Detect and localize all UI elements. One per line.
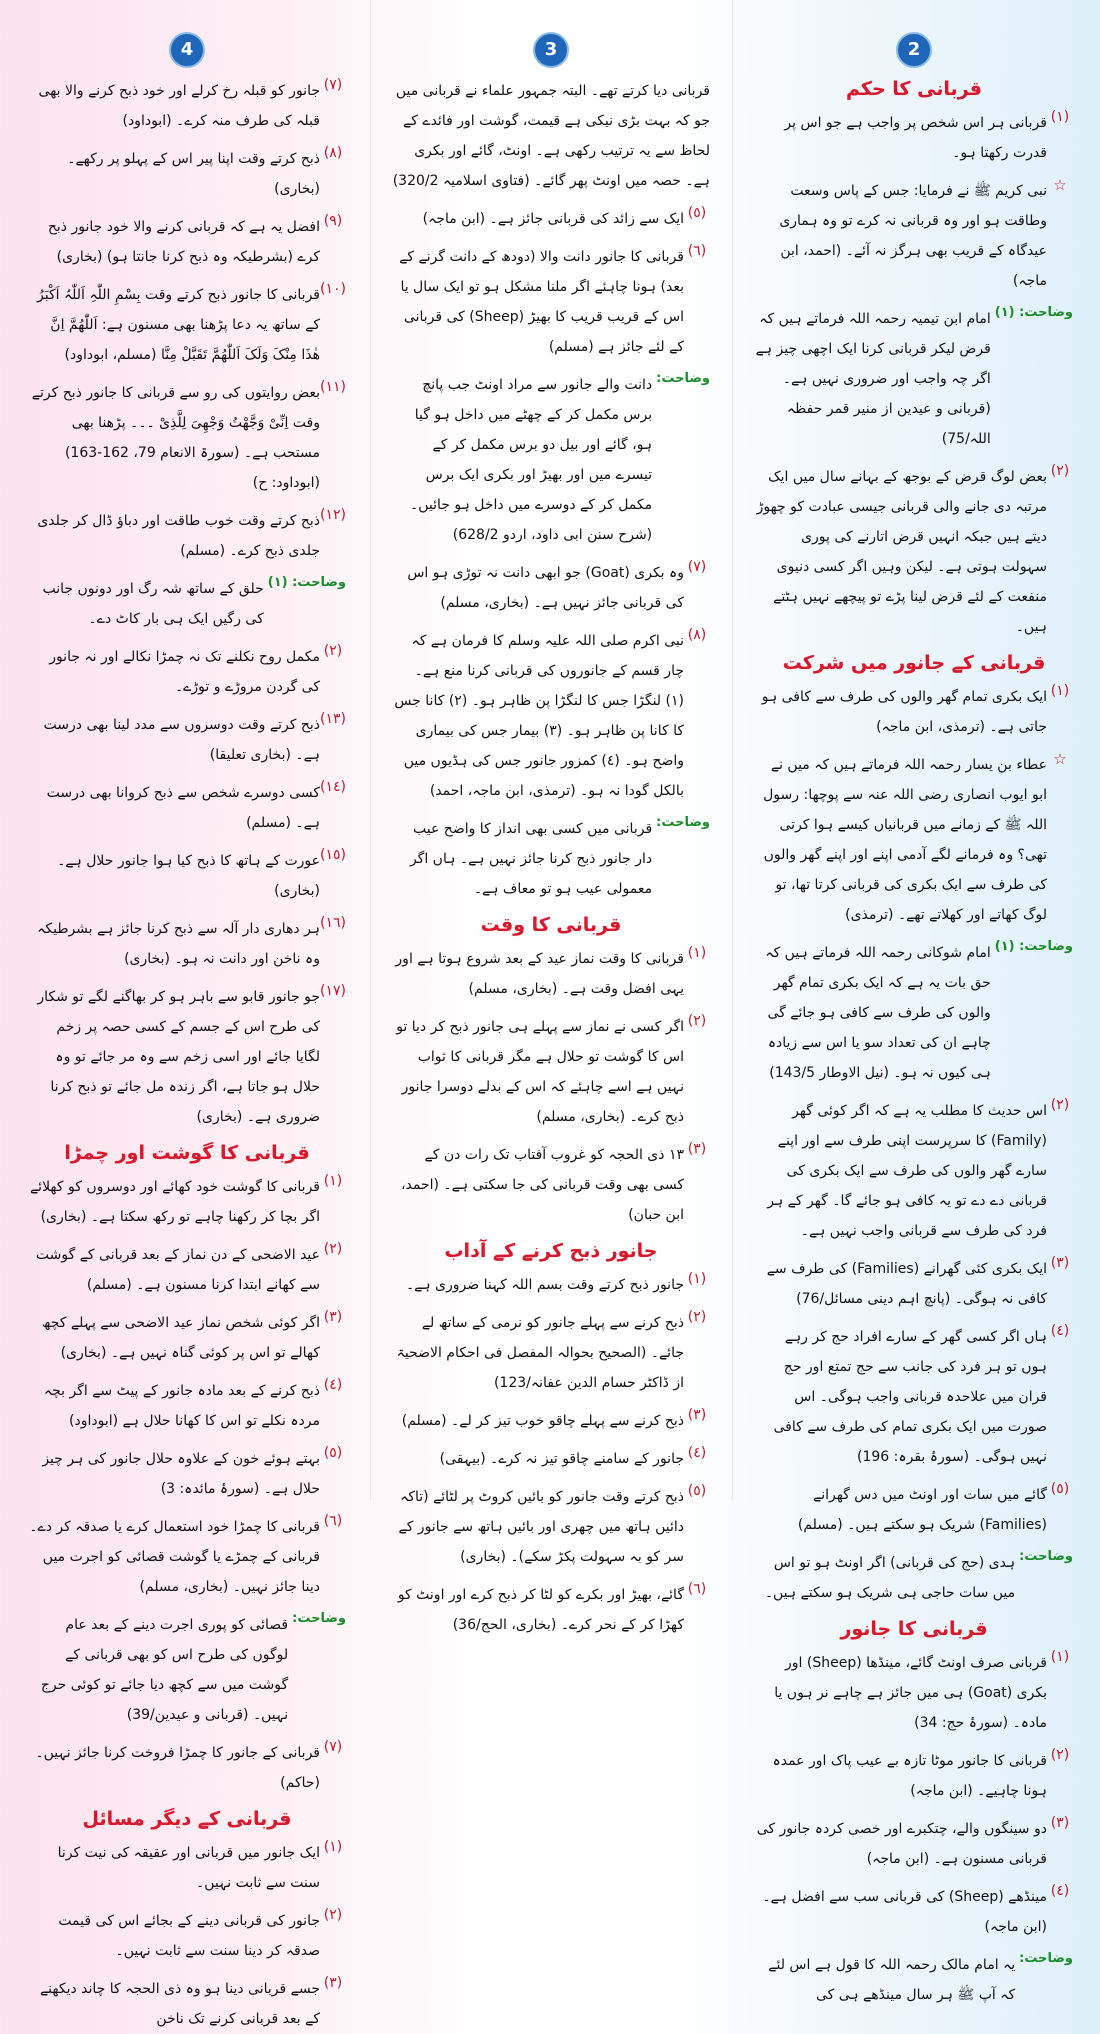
item-text: ایک جانور میں قربانی اور عقیقہ کی نیت کرنا سنت سے ثابت نہیں۔ — [57, 1845, 320, 1891]
item-text: قربانی ہر اس شخص پر واجب ہے جو اس پر قدرت رکھتا ہو۔ — [784, 115, 1047, 161]
section-heading-janwar: قربانی کا جانور — [840, 1618, 988, 1640]
list-item — [28, 1974, 346, 2034]
item-number: (٥) — [687, 1483, 707, 1499]
list-item — [28, 1172, 346, 1232]
column-divider-left — [370, 0, 371, 1500]
item-number: (٢) — [1050, 463, 1070, 479]
list-item — [392, 1482, 710, 1572]
item-text: عید الاضحی کے دن نماز کے بعد قربانی کے گوشت سے کھانے ابتدا کرنا مسنون ہے۔ (مسلم) — [35, 1247, 320, 1293]
column-divider-right — [732, 0, 733, 1500]
list-item — [755, 1096, 1073, 1246]
item-number: (٧) — [687, 559, 707, 575]
item-number: (٥) — [1050, 1481, 1070, 1497]
list-item — [28, 1376, 346, 1436]
explanation-label: وضاحت: — [656, 815, 710, 830]
list-item — [392, 558, 710, 618]
item-text: ذبح کرنے کے بعد مادہ جانور کے پیٹ سے اگر بچہ مردہ نکلے تو اس کا کھانا حلال ہے (ابوداود) — [43, 1383, 320, 1429]
item-number: (١) — [1050, 109, 1070, 125]
page-3-column — [392, 28, 710, 1633]
item-text: قربانی کا گوشت خود کھائے اور دوسروں کو کھلائے اگر بچا کر رکھنا چاہے تو رکھ سکتا ہے۔ (بخاری) — [29, 1179, 320, 1225]
list-item — [392, 1140, 710, 1230]
explanation-label: وضاحت: (١) — [994, 305, 1073, 320]
item-number: (٤) — [1050, 1883, 1070, 1899]
list-item — [28, 846, 346, 906]
item-number: (١) — [323, 1173, 343, 1189]
item-number: (٤) — [323, 1377, 343, 1393]
item-number: (١) — [1050, 1649, 1070, 1665]
list-item — [755, 176, 1073, 296]
item-number: (٢) — [323, 1241, 343, 1257]
item-text: ایک سے زائد کی قربانی جائز ہے۔ (ابن ماجہ) — [422, 211, 684, 227]
list-item — [28, 778, 346, 838]
item-text: ہر دھاری دار آلہ سے ذبح کرنا جائز ہے بشرطیکہ وہ ناخن اور دانت نہ ہو۔ (بخاری) — [37, 921, 320, 967]
item-text: بعض لوگ قرض کے بوجھ کے بہانے سال میں ایک مرتبہ دی جانے والی قربانی جیسی عبادت کو چھوڑ دیتے ہیں جبکہ انہیں قرض اتارنے کی پوری سہولت ہوتی ہے۔ لیکن وہیں اگر کسی دنیوی منفعت کے لئے قرض لینا پڑے تو پیچھے نہیں ہٹتے ہیں۔ — [756, 469, 1047, 635]
item-text: نبی اکرم صلی اللہ علیہ وسلم کا فرمان ہے کہ چار قسم کے جانوروں کی قربانی کرنا منع ہے۔ (١) لنگڑا جس کا لنگڑا پن ظاہر ہو۔ (٢) کانا جس کا کانا پن ظاہر ہو۔ (٣) بیمار جس کی بیماری واضح ہو۔ (٤) کمزور جانور جس کی ہڈیوں میں بالکل گودا نہ ہو۔ (ترمذی، ابن ماجہ، احمد) — [394, 633, 684, 799]
item-text: ذبح کرتے وقت اپنا پیر اس کے پہلو پر رکھے۔ (بخاری) — [67, 151, 320, 197]
section-heading-waqt: قربانی کا وقت — [480, 914, 622, 936]
adaab-cont-list — [28, 76, 346, 1132]
item-number: (٧) — [323, 77, 343, 93]
list-item — [755, 1648, 1073, 1738]
waqt-list — [392, 944, 710, 1230]
item-number: (١٦) — [320, 915, 346, 931]
list-item — [28, 212, 346, 272]
item-number: (٣) — [1050, 1255, 1070, 1271]
item-number: (٢) — [687, 1013, 707, 1029]
item-number: (١) — [1050, 683, 1070, 699]
item-text: مینڈھے (Sheep) کی قربانی سب سے افضل ہے۔ (ابن ماجہ) — [762, 1889, 1047, 1935]
list-item — [392, 626, 710, 806]
explanation-label: وضاحت: — [1019, 1549, 1073, 1564]
list-item — [392, 1270, 710, 1300]
item-text: ذبح کرنے سے پہلے چاقو خوب تیز کر لے۔ (مسلم) — [401, 1413, 684, 1429]
list-item — [755, 1950, 1073, 2010]
list-item — [392, 1308, 710, 1398]
item-number: (١٢) — [320, 507, 346, 523]
item-number: (٧) — [323, 1739, 343, 1755]
item-text: ۱۳ ذی الحجہ کو غروب آفتاب تک رات دن کے کسی بھی وقت قربانی کی جا سکتی ہے۔ (احمد، ابن حبان) — [401, 1147, 684, 1223]
list-item — [392, 204, 710, 234]
item-text: امام ابن تیمیہ رحمہ اللہ فرماتے ہیں کہ قرض لیکر قربانی کرنا ایک اچھی چیز ہے اگر چہ واجب اور ضروری نہیں ہے۔ (قربانی و عیدین از منیر قمر حفظہ اللہ/75) — [755, 311, 991, 447]
hukm-list — [755, 108, 1073, 642]
list-item — [392, 1012, 710, 1132]
list-item — [755, 304, 1073, 454]
item-text: عطاء بن یسار رحمہ اللہ فرماتے ہیں کہ میں نے ابو ایوب انصاری رضی اللہ عنہ سے پوچھا: رسول اللہ ﷺ کے زمانے میں قربانیاں کیسے ہوا کرتی تھی؟ وہ فرمانے لگے آدمی اپنے اور اپنے گھر والوں کی طرف سے ایک بکری کی قربانی کرتا تھا، تو لوگ کھاتے اور کھلاتے تھے۔ (ترمذی) — [763, 757, 1047, 923]
item-number: (٤) — [1050, 1323, 1070, 1339]
section-heading-hukm: قربانی کا حکم — [846, 78, 982, 100]
list-item — [755, 1882, 1073, 1942]
item-text: حلق کے ساتھ شہ رگ اور دونوں جانب کی رگیں ایک ہی بار کاٹ دے۔ — [42, 581, 264, 627]
section-heading-adaab: جانور ذبح کرنے کے آداب — [444, 1240, 658, 1262]
item-text: ایک بکری کئی گھرانے (Families) کی طرف سے کافی نہ ہوگی۔ (پانچ اہم دینی مسائل/76) — [766, 1261, 1047, 1307]
list-item — [755, 108, 1073, 168]
list-item — [28, 914, 346, 974]
item-text: قربانی کا جانور موٹا تازہ بے عیب پاک اور عمدہ ہونا چاہیے۔ (ابن ماجہ) — [772, 1753, 1047, 1799]
page-number-badge: 4 — [169, 32, 205, 68]
list-item — [755, 1480, 1073, 1540]
item-text: ایک بکری تمام گھر والوں کی طرف سے کافی ہو جاتی ہے۔ (ترمذی، ابن ماجہ) — [761, 689, 1047, 735]
item-text: گائے، بھیڑ اور بکرے کو لٹا کر ذبح کرے اور اونٹ کو کھڑا کر کے نحر کرے۔ (بخاری، الحج/36) — [397, 1587, 684, 1633]
list-item — [755, 938, 1073, 1088]
item-number: (٣) — [323, 1309, 343, 1325]
item-text: نبی کریم ﷺ نے فرمایا: جس کے پاس وسعت وطاقت ہو اور وہ قربانی نہ کرے تو وہ ہماری عیدگاہ کے قریب بھی ہرگز نہ آئے۔ (احمد، ابن ماجہ) — [779, 183, 1047, 289]
explanation-label: وضاحت: — [1019, 1951, 1073, 1966]
page-2-column — [755, 28, 1073, 2003]
star-icon: ☆ — [1053, 750, 1067, 768]
list-item — [28, 1512, 346, 1602]
item-text: جو جانور قابو سے باہر ہو کر بھاگنے لگے تو شکار کی طرح اس کے جسم کے کسی حصہ پر زخم لگایا جائے اور اسی زخم سے وہ مر جائے تو وہ حلال ہو جاتا ہے، اگر زندہ مل جائے تو ذبح کرنا ضروری ہے۔ (بخاری) — [37, 989, 320, 1125]
item-text: جانور کی قربانی دینے کے بجائے اس کی قیمت صدقہ کر دینا سنت سے ثابت نہیں۔ — [58, 1913, 320, 1959]
item-text: ذبح کرتے وقت دوسروں سے مدد لینا بھی درست ہے۔ (بخاری تعلیقا) — [43, 717, 320, 763]
item-number: (٢) — [1050, 1097, 1070, 1113]
item-text: افضل یہ ہے کہ قربانی کرنے والا خود جانور ذبح کرے (بشرطیکہ وہ ذبح کرنا جانتا ہو) (بخاری) — [47, 219, 320, 265]
list-item — [755, 1254, 1073, 1314]
intro-paragraph — [392, 76, 710, 196]
item-number: (٢) — [323, 1907, 343, 1923]
item-text: قربانی کے جانور کا چمڑا فروخت کرنا جائز نہیں۔ (حاکم) — [35, 1745, 320, 1791]
list-item — [392, 1406, 710, 1436]
item-text: گائے میں سات اور اونٹ میں دس گھرانے (Families) شریک ہو سکتے ہیں۔ (مسلم) — [797, 1487, 1047, 1533]
section-heading-gosht: قربانی کا گوشت اور چمڑا — [64, 1142, 310, 1164]
item-number: (٦) — [687, 243, 707, 259]
list-item — [392, 944, 710, 1004]
list-item — [392, 370, 710, 550]
item-number: (٥) — [687, 205, 707, 221]
gosht-list — [28, 1172, 346, 1798]
janwar-list — [755, 1648, 1073, 2010]
shirkat-list — [755, 682, 1073, 1608]
item-number: (٤) — [687, 1445, 707, 1461]
item-text: بہتے ہوئے خون کے علاوہ حلال جانور کی ہر چیز حلال ہے۔ (سورۂ مائدہ: 3) — [42, 1451, 320, 1497]
list-item — [755, 462, 1073, 642]
item-number: (١٣) — [320, 711, 346, 727]
item-number: (٨) — [323, 145, 343, 161]
item-number: (١١) — [320, 379, 346, 395]
list-item — [28, 574, 346, 634]
item-text: امام شوکانی رحمہ اللہ فرماتے ہیں کہ حق بات یہ ہے کہ ایک بکری تمام گھر والوں کی طرف سے کافی ہو جائے گی چاہے ان کی تعداد سو یا اس سے زیادہ ہی کیوں نہ ہو۔ (نیل الاوطار 143/5) — [765, 945, 991, 1081]
explanation-label: وضاحت: — [292, 1611, 346, 1626]
item-number: (١٠) — [320, 281, 346, 297]
item-number: (٢) — [687, 1309, 707, 1325]
page-number-badge: 2 — [896, 32, 932, 68]
intro-text: قربانی دیا کرتے تھے۔ البتہ جمہور علماء نے قربانی میں جو کہ بہت بڑی نیکی ہے قیمت، گوشت اور فائدے کے لحاظ سے یہ ترتیب رکھی ہے۔ اونٹ، گائے اور بکری ہے۔ حصہ میں اونٹ پھر گائے۔ (فتاوی اسلامیہ 320/2) — [392, 83, 710, 189]
list-item — [28, 1308, 346, 1368]
list-item — [28, 982, 346, 1132]
item-text: ذبح کرتے وقت خوب طاقت اور دباؤ ڈال کر جلدی جلدی ذبح کرے۔ (مسلم) — [37, 513, 320, 559]
item-text: ذبح کرتے وقت جانور کو بائیں کروٹ پر لٹائے (تاکہ دائیں ہاتھ میں چھری اور بائیں ہاتھ سے جانور کے سر کو بہ سہولت پکڑ سکے)۔ (بخاری) — [398, 1489, 684, 1565]
item-number: (٣) — [323, 1975, 343, 1991]
item-text: بعض روایتوں کی رو سے قربانی کا جانور ذبح کرتے وقت اِنِّیْ وَجَّھْتُ وَجْھِیَ لِلَّذِیْ ۔۔۔ پڑھنا بھی مستحب ہے۔ (سورۃ الانعام 79، 162-163)(ابوداود: ح) — [31, 385, 320, 491]
item-number: (٢) — [1050, 1747, 1070, 1763]
item-number: (١) — [687, 1271, 707, 1287]
adaab-list — [392, 1270, 710, 1640]
item-text: اس حدیث کا مطلب یہ ہے کہ اگر کوئی گھر (Family) کا سرپرست اپنی طرف سے اور اپنے سارے گھر والوں کی طرف سے ایک بکری کی قربانی دے دے تو یہ کافی ہو جائے گا۔ گھر کے ہر فرد کی طرف سے قربانی واجب نہیں ہے۔ — [767, 1103, 1047, 1239]
item-text: قربانی کا چمڑا خود استعمال کرے یا صدقہ کر دے۔ قربانی کے چمڑے یا گوشت قصائی کو اجرت میں دینا جائز نہیں۔ (بخاری، مسلم) — [29, 1519, 320, 1595]
list-item — [28, 378, 346, 498]
janwar-cont-list — [392, 204, 710, 904]
item-number: (٩) — [323, 213, 343, 229]
item-number: (٣) — [1050, 1815, 1070, 1831]
star-icon: ☆ — [1053, 176, 1067, 194]
item-text: قربانی میں کسی بھی انداز کا واضح عیب دار جانور ذبح کرنا جائز نہیں ہے۔ ہاں اگر معمولی عیب ہو تو معاف ہے۔ — [409, 821, 653, 897]
item-text: کسی دوسرے شخص سے ذبح کروانا بھی درست ہے۔ (مسلم) — [46, 785, 320, 831]
list-item — [755, 1322, 1073, 1472]
item-text: عورت کے ہاتھ کا ذبح کیا ہوا جانور حلال ہے۔ (بخاری) — [57, 853, 320, 899]
item-text: وہ بکری (Goat) جو ابھی دانت نہ توڑی ہو اس کی قربانی جائز نہیں ہے۔ (بخاری، مسلم) — [407, 565, 684, 611]
list-item — [755, 682, 1073, 742]
list-item — [28, 1444, 346, 1504]
list-item — [755, 1746, 1073, 1806]
page-4-column — [28, 28, 346, 2027]
list-item — [28, 642, 346, 702]
item-text: قربانی کا جانور دانت والا (دودھ کے دانت گرنے کے بعد) ہونا چاہئے اگر ملنا مشکل ہو تو ایک سال یا اس کے قریب قریب کا بھیڑ (Sheep) کی قربانی کے لئے جائز ہے (مسلم) — [399, 249, 684, 355]
item-number: (١٧) — [320, 983, 346, 999]
list-item — [392, 1444, 710, 1474]
item-text: یہ امام مالک رحمہ اللہ کا قول ہے اس لئے کہ آپ ﷺ ہر سال مینڈھے ہی کی — [768, 1957, 1016, 2003]
item-text: قربانی کا جانور ذبح کرتے وقت بِسْمِ اللّٰہِ اَللّٰہُ اَکْبَرُ کے ساتھ یہ دعا پڑھنا بھی مسنون ہے: اَللّٰھُمَّ اِنَّ ھٰذَا مِنْکَ وَلَکَ اَللّٰھُمَّ تَقَبَّلْ مِنَّا (مسلم، ابوداود) — [37, 287, 320, 363]
list-item — [28, 1610, 346, 1730]
item-text: جانور کے سامنے چاقو تیز نہ کرے۔ (بیہقی) — [439, 1451, 684, 1467]
item-number: (٣) — [687, 1407, 707, 1423]
item-text: جانور کو قبلہ رخ کرلے اور خود ذبح کرنے والا بھی قبلہ کی طرف منہ کرے۔ (ابوداود) — [38, 83, 320, 129]
item-text: قربانی کا وقت نماز عید کے بعد شروع ہوتا ہے اور یہی افضل وقت ہے۔ (بخاری، مسلم) — [395, 951, 684, 997]
item-text: جانور ذبح کرتے وقت بسم اللہ کہنا ضروری ہے۔ — [405, 1277, 684, 1293]
item-text: جسے قربانی دینا ہو وہ ذی الحجہ کا چاند دیکھنے کے بعد قربانی کرنے تک ناخن — [39, 1981, 320, 2027]
item-number: (٨) — [687, 627, 707, 643]
section-heading-shirkat: قربانی کے جانور میں شرکت — [782, 652, 1046, 674]
list-item — [28, 710, 346, 770]
list-item — [392, 1580, 710, 1640]
list-item — [28, 144, 346, 204]
item-text: اگر کسی نے نماز سے پہلے ہی جانور ذبح کر دیا تو اس کا گوشت تو حلال ہے مگر قربانی کا ثواب نہیں ہے اسے چاہئے کہ اس کے بدلے دوسرا جانور ذبح کرے۔ (بخاری، مسلم) — [396, 1019, 684, 1125]
list-item — [28, 280, 346, 370]
list-item — [28, 1738, 346, 1798]
item-text: مکمل روح نکلنے تک نہ چمڑا نکالے اور نہ جانور کی گردن مروڑے و توڑے۔ — [49, 649, 320, 695]
item-text: قصائی کو پوری اجرت دینے کے بعد عام لوگوں کی طرح اس کو بھی قربانی کے گوشت میں سے کچھ دیا جائے تو کوئی حرج نہیں۔ (قربانی و عیدین/39) — [40, 1617, 289, 1723]
item-number: (١) — [323, 1839, 343, 1855]
item-text: ہاں اگر کسی گھر کے سارے افراد حج کر رہے ہوں تو ہر فرد کی جانب سے حج تمتع اور حج قران میں علاحدہ قربانی واجب ہوگی۔ اس صورت میں ایک بکری تمام کی طرف سے کافی نہیں ہوگی۔ (سورۂ بقرہ: 196) — [773, 1329, 1047, 1465]
list-item — [755, 750, 1073, 930]
item-number: (١٥) — [320, 847, 346, 863]
item-text: قربانی صرف اونٹ گائے، مینڈھا (Sheep) اور بکری (Goat) ہی میں جائز ہے چاہے نر ہوں یا مادہ۔ (سورۂ حج: 34) — [774, 1655, 1047, 1731]
list-item — [755, 1814, 1073, 1874]
item-text: دانت والے جانور سے مراد اونٹ جب پانچ برس مکمل کر کے چھٹے میں داخل ہو گیا ہو، گائے اور بیل دو برس مکمل کر کے تیسرے میں اور بھیڑ اور بکری ایک برس مکمل کر کے دوسرے میں داخل ہو جائیں۔ (شرح سنن ابی داود، اردو 628/2) — [410, 377, 653, 543]
item-number: (١٤) — [320, 779, 346, 795]
item-number: (٣) — [687, 1141, 707, 1157]
item-text: ہدی (حج کی قربانی) اگر اونٹ ہو تو اس میں سات حاجی ہی شریک ہو سکتے ہیں۔ — [764, 1555, 1016, 1601]
item-text: ذبح کرنے سے پہلے جانور کو نرمی کے ساتھ لے جائے۔ (الصحیح بحوالہ المفصل فی احکام الاضحیۃ از ڈاکٹر حسام الدین عفانہ/123) — [396, 1315, 684, 1391]
section-heading-masail: قربانی کے دیگر مسائل — [82, 1808, 292, 1830]
list-item — [28, 506, 346, 566]
explanation-label: وضاحت: (١) — [267, 575, 346, 590]
list-item — [28, 76, 346, 136]
explanation-label: وضاحت: — [656, 371, 710, 386]
item-number: (٥) — [323, 1445, 343, 1461]
list-item — [28, 1240, 346, 1300]
item-number: (٢) — [323, 643, 343, 659]
item-text: دو سینگوں والے، چتکبرے اور خصی کردہ جانور کی قربانی مسنون ہے۔ (ابن ماجہ) — [756, 1821, 1047, 1867]
list-item — [28, 1906, 346, 1966]
list-item — [392, 242, 710, 362]
item-text: اگر کوئی شخص نماز عید الاضحی سے پہلے کچھ کھالے تو اس پر کوئی گناہ نہیں ہے۔ (بخاری) — [41, 1315, 320, 1361]
masail-list — [28, 1838, 346, 2034]
list-item — [28, 1838, 346, 1898]
page-number-badge: 3 — [533, 32, 569, 68]
explanation-label: وضاحت: (١) — [994, 939, 1073, 954]
item-number: (١) — [687, 945, 707, 961]
item-number: (٦) — [687, 1581, 707, 1597]
item-number: (٦) — [323, 1513, 343, 1529]
list-item — [755, 1548, 1073, 1608]
list-item — [392, 814, 710, 904]
